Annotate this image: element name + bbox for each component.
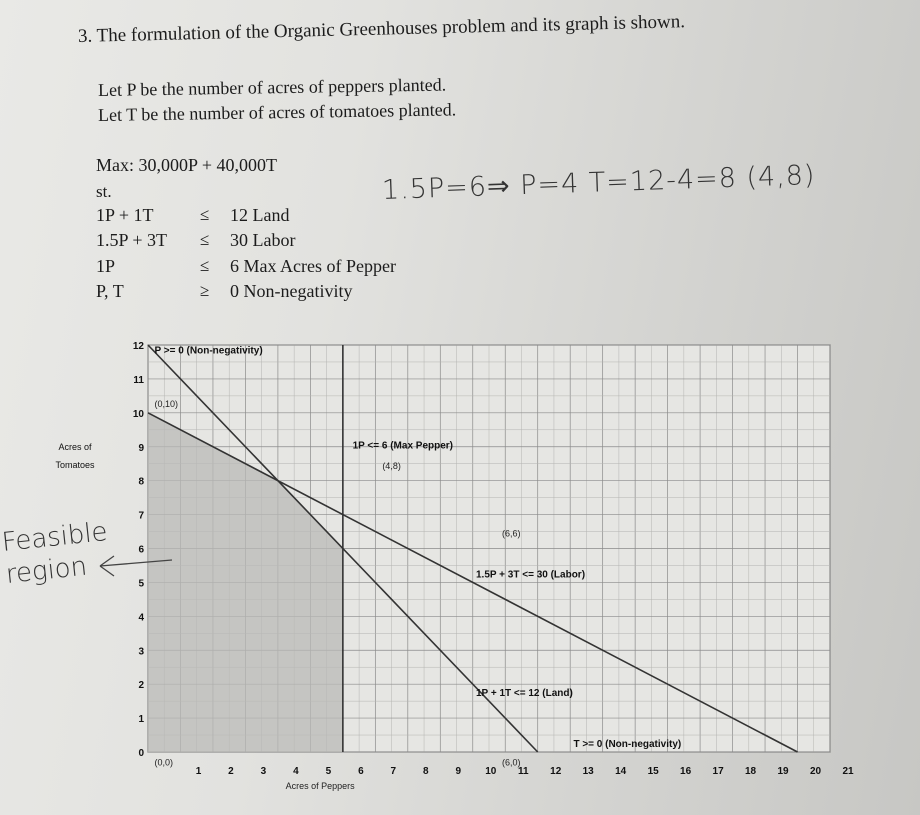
x-tick-label: 5 xyxy=(325,766,332,777)
handwritten-region: region xyxy=(4,551,89,590)
constraint-land-rhs: 12 Land xyxy=(230,205,290,225)
x-tick-label: 4 xyxy=(293,766,299,777)
y-axis-label: Tomatoes xyxy=(55,460,95,471)
constraint-labor-rhs: 30 Labor xyxy=(230,230,296,250)
y-tick-label: 5 xyxy=(138,578,144,590)
y-tick-label: 3 xyxy=(138,646,144,658)
x-tick-label: 10 xyxy=(485,766,497,777)
vertex-label: (0,10) xyxy=(154,398,179,409)
constraint-nonneg-lhs: P, T xyxy=(96,281,124,301)
constraint-land-lhs: 1P + 1T xyxy=(96,205,154,225)
subject-to-label: st. xyxy=(96,182,112,201)
y-tick-label: 2 xyxy=(138,680,144,692)
y-tick-label: 1 xyxy=(138,714,144,726)
y-tick-label: 11 xyxy=(133,374,144,386)
x-tick-label: 9 xyxy=(455,766,462,777)
y-tick-label: 6 xyxy=(138,544,144,556)
vertex-label: (0,0) xyxy=(154,757,174,768)
vertex-label: (6,6) xyxy=(501,528,521,539)
x-tick-label: 17 xyxy=(712,766,724,777)
x-tick-label: 2 xyxy=(228,766,234,777)
x-tick-label: 11 xyxy=(517,766,529,777)
y-tick-label: 9 xyxy=(138,442,144,454)
vertex-label: (4,8) xyxy=(382,460,401,471)
constraint-annotation-land: 1P + 1T <= 12 (Land) xyxy=(476,688,573,700)
constraint-land-op: ≤ xyxy=(200,205,210,224)
constraint-annotation-max_pepper: 1P <= 6 (Max Pepper) xyxy=(352,440,454,452)
x-tick-label: 12 xyxy=(550,766,562,777)
handwritten-calculation: 1.5P=6⇒ P=4 T=12-4=8 (4,8) xyxy=(381,159,816,206)
x-tick-label: 20 xyxy=(809,766,822,777)
y-tick-label: 10 xyxy=(132,408,144,420)
x-tick-label: 8 xyxy=(423,766,429,777)
definition-p: Let P be the number of acres of peppers planted. xyxy=(97,74,447,100)
vertex-label: (6,0) xyxy=(501,757,521,768)
y-tick-label: 4 xyxy=(138,612,144,624)
x-tick-label: 7 xyxy=(390,766,397,777)
constraint-annotation-t_nonneg: T >= 0 (Non-negativity) xyxy=(573,738,682,750)
constraint-pepper-lhs: 1P xyxy=(96,256,116,276)
constraint-labor-lhs: 1.5P + 3T xyxy=(96,230,167,250)
x-tick-label: 13 xyxy=(582,766,594,777)
constraint-nonneg-op: ≥ xyxy=(200,281,210,300)
y-tick-label: 7 xyxy=(138,510,144,522)
y-tick-label: 8 xyxy=(138,476,144,488)
x-tick-label: 16 xyxy=(680,766,692,777)
definition-t: Let T be the number of acres of tomatoes planted. xyxy=(97,99,457,125)
constraint-nonneg-rhs: 0 Non-negativity xyxy=(230,281,353,301)
x-tick-label: 21 xyxy=(842,766,854,777)
x-tick-label: 6 xyxy=(358,766,364,777)
objective-function: Max: 30,000P + 40,000T xyxy=(96,155,277,175)
x-tick-label: 15 xyxy=(647,766,659,777)
handwritten-feasible: Feasible xyxy=(0,517,109,558)
constraint-annotation-labor: 1.5P + 3T <= 30 (Labor) xyxy=(476,569,586,581)
constraint-pepper-rhs: 6 Max Acres of Pepper xyxy=(230,256,396,276)
y-tick-label: 12 xyxy=(132,341,144,352)
x-tick-label: 3 xyxy=(260,766,267,777)
y-tick-label: 0 xyxy=(138,748,144,759)
x-axis-label: Acres of Peppers xyxy=(285,781,355,791)
constraint-labor-op: ≤ xyxy=(200,230,210,249)
question-title: 3. The formulation of the Organic Greenhouses problem and its graph is shown. xyxy=(77,11,686,47)
x-tick-label: 19 xyxy=(777,766,789,777)
x-tick-label: 1 xyxy=(195,766,202,777)
x-tick-label: 18 xyxy=(745,766,757,777)
constraint-pepper-op: ≤ xyxy=(200,256,210,275)
x-tick-label: 14 xyxy=(615,766,627,777)
y-axis-label: Acres of xyxy=(58,442,92,453)
constraint-annotation-p_nonneg: P >= 0 (Non-negativity) xyxy=(154,345,263,357)
